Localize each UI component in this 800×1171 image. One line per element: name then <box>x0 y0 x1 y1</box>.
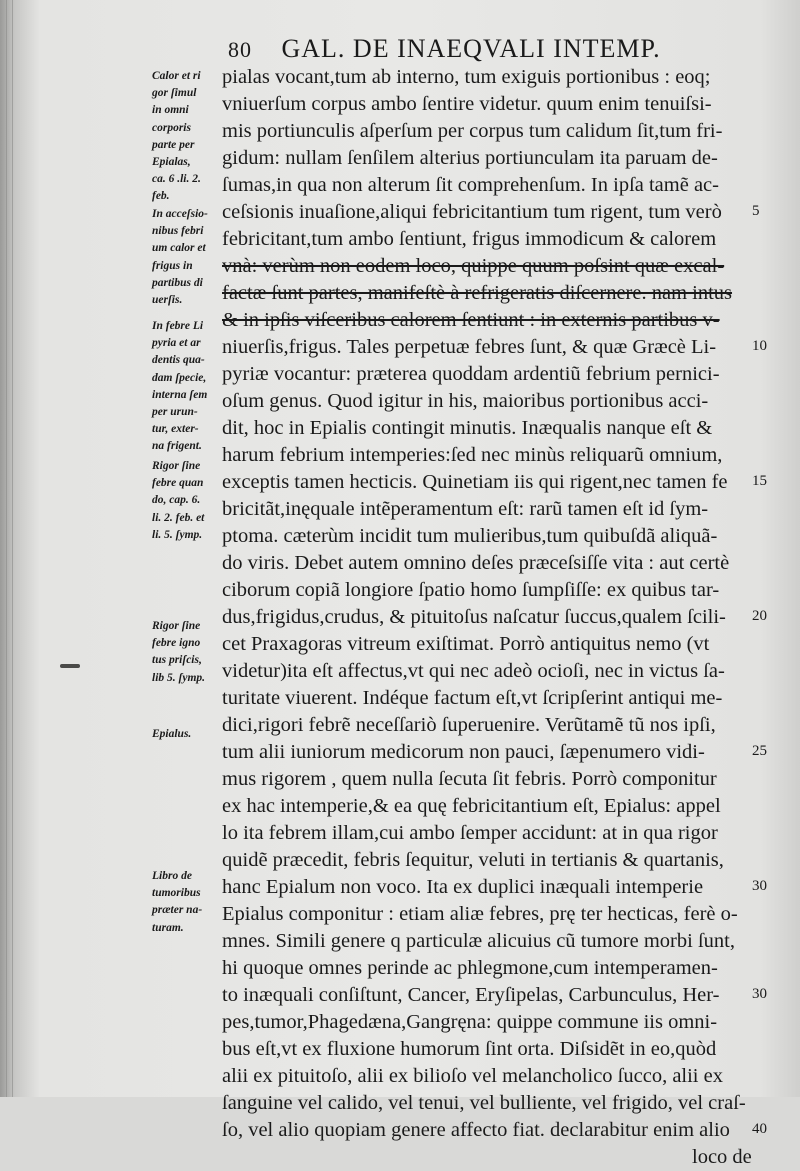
margin-note-line: tus priſcis, <box>152 654 202 667</box>
text-line: harum febrium intemperies:ſed nec minùs reliquarũ omnium, <box>222 444 723 466</box>
text-line: to inæquali conſiſtunt, Cancer, Eryſipelas, Carbunculus, Her- <box>222 984 720 1006</box>
line-number: 5 <box>752 203 760 219</box>
margin-note-line: præter na- <box>152 904 203 917</box>
running-title: GAL. DE INAEQVALI INTEMP. <box>281 34 661 63</box>
margin-note-line: parte per <box>152 138 195 151</box>
text-line: pes,tumor,Phagedæna,Gangręna: quippe commune iis omni- <box>222 1011 718 1033</box>
margin-note-line: pyria et ar <box>152 337 201 350</box>
text-line: ſo, vel alio quopiam genere affecto fiat. declarabitur enim alio <box>222 1119 730 1141</box>
text-line: bus eſt,vt ex fluxione humorum ſint orta. Diſsidẽt in eo,quòd <box>222 1038 717 1060</box>
running-header <box>228 34 768 64</box>
text-line: pialas vocant,tum ab interno, tum exiguis portionibus : eoq; <box>222 66 711 88</box>
margin-note <box>152 68 224 206</box>
text-line: loco de <box>692 1146 752 1168</box>
line-number: 40 <box>752 1121 767 1137</box>
margin-note-line: In acceſsio- <box>152 208 208 220</box>
margin-note <box>152 618 224 687</box>
text-line: vnà: verùm non eodem loco, quippe quum poſsint quæ excal- <box>222 255 725 277</box>
margin-note-line: Rigor ſine <box>152 460 201 472</box>
text-line: ciborum copiã longiore ſpatio homo ſumpſiſſe: ex quibus tar- <box>222 579 720 601</box>
text-line: oſum genus. Quod igitur in his, maioribus portionibus acci- <box>222 390 709 412</box>
text-line: ex hac intemperie,& ea quę febricitantium eſt, Epialus: appel <box>222 795 721 817</box>
margin-note <box>152 726 224 743</box>
margin-note-line: Epialas, <box>152 156 191 169</box>
margin-note-line: gor ſimul <box>152 87 197 100</box>
margin-note-line: turam. <box>152 921 184 934</box>
margin-note-line: li. 5. ſymp. <box>152 528 203 541</box>
margin-note-line: lib 5. ſymp. <box>152 671 206 684</box>
text-line: ptoma. cæterùm incidit tum mulieribus,tum quibuſdã aliquã- <box>222 525 718 547</box>
margin-note-line: dentis qua- <box>152 354 205 367</box>
margin-note-line: li. 2. feb. et <box>152 511 205 524</box>
margin-note-line: in omni <box>152 104 189 117</box>
text-line: mnes. Simili genere q particulæ alicuius cũ tumore morbi ſunt, <box>222 930 735 952</box>
text-line: exceptis tamen hecticis. Quinetiam iis qui rigent,nec tamen fe <box>222 471 728 493</box>
text-line: febricitant,tum ambo ſentiunt, frigus immodicum & calorem <box>222 228 717 250</box>
text-line: tum alii iuniorum medicorum non pauci, ſæpenumero vidi- <box>222 741 705 763</box>
margin-note <box>152 206 224 309</box>
text-line: pyriæ vocantur: præterea quoddam ardentiũ febrium pernici- <box>222 363 720 385</box>
margin-note <box>152 458 224 544</box>
margin-note-line: Epialus. <box>152 728 192 740</box>
ink-mark <box>60 664 80 668</box>
line-number: 15 <box>752 473 767 489</box>
line-number: 20 <box>752 608 767 624</box>
text-line: hi quoque omnes perinde ac phlegmone,cum intemperamen- <box>222 957 718 979</box>
text-line: videtur)ita eſt affectus,vt qui nec adeò ocioſi, nec in victus ſa- <box>222 660 725 682</box>
text-line: alii ex pituitoſo, alii ex bilioſo vel melancholico ſucco, alii ex <box>222 1065 723 1087</box>
text-line: ſumas,in qua non alterum ſit comprehenſum. In ipſa tamẽ ac- <box>222 174 719 196</box>
text-line: mis portiunculis aſperſum per corpus tum calidum ſit,tum fri- <box>222 120 723 142</box>
text-line: do viris. Debet autem omnino deſes præceſsiſſe vita : aut certè <box>222 552 730 574</box>
margin-note-line: febre igno <box>152 637 201 650</box>
text-line: vniuerſum corpus ambo ſentire videtur. quum enim tenuiſsi- <box>222 93 712 115</box>
margin-note-line: feb. <box>152 190 170 203</box>
text-line: dici,rigori febrẽ neceſſariò ſuperuenire. Verũtamẽ tũ nos ipſi, <box>222 714 716 736</box>
margin-note <box>152 318 224 456</box>
text-line: gidum: nullam ſenſilem alterius portiunculam ita paruam de- <box>222 147 718 169</box>
page-gutter-edge <box>12 0 13 1097</box>
margin-note-line: nibus febri <box>152 225 204 238</box>
margin-note-line: tumoribus <box>152 887 201 900</box>
margin-note-line: na frigent. <box>152 440 202 453</box>
text-line: mus rigorem , quem nulla ſecuta ſit febris. Porrò componitur <box>222 768 717 790</box>
margin-note-line: per urun- <box>152 406 198 419</box>
line-number: 10 <box>752 338 767 354</box>
line-number: 30 <box>752 878 767 894</box>
margin-note-line: Libro de <box>152 870 192 882</box>
text-line: quidẽ præcedit, febris ſequitur, veluti in tertianis & quartanis, <box>222 849 724 871</box>
text-line: ceſsionis inuaſione,aliqui febricitantium tum rigent, tum verò <box>222 201 722 223</box>
text-line: & in ipſis viſceribus calorem ſentiunt : in externis partibus v- <box>222 309 720 331</box>
text-line: dit, hoc in Epialis contingit minutis. Inæqualis nanque eſt & <box>222 417 713 439</box>
margin-note-line: In febre Li <box>152 320 204 332</box>
margin-note-line: ca. 6 .li. 2. <box>152 173 201 186</box>
text-line: lo ita febrem illam,cui ambo ſemper accidunt: at in qua rigor <box>222 822 718 844</box>
margin-note-line: um calor et <box>152 242 206 255</box>
margin-note <box>152 868 224 937</box>
page-number: 80 <box>228 37 252 62</box>
margin-note-line: partibus di <box>152 276 203 289</box>
margin-note-line: febre quan <box>152 477 204 490</box>
page-gutter-edge <box>6 0 7 1097</box>
text-line: cet Praxagoras vitreum exiſtimat. Porrò antiquitus nemo (vt <box>222 633 710 655</box>
line-number: 25 <box>752 743 767 759</box>
margin-note-line: frigus in <box>152 259 193 272</box>
text-line: Epialus componitur : etiam aliæ febres, prę ter hecticas, ferè o- <box>222 903 738 925</box>
text-line: turitate viuerent. Indéque factum eſt,vt ſcripſerint antiqui me- <box>222 687 723 709</box>
margin-note-line: do, cap. 6. <box>152 494 201 507</box>
margin-note-line: Calor et ri <box>152 70 201 82</box>
margin-note-line: tur, exter- <box>152 423 199 436</box>
text-line: bricitãt,inęquale intẽperamentum eſt: rarũ tamen eſt id ſym- <box>222 498 709 520</box>
margin-note-line: dam ſpecie, <box>152 371 207 384</box>
text-line: hanc Epialum non voco. Ita ex duplici inæquali intemperie <box>222 876 704 898</box>
text-line: ſanguine vel calido, vel tenui, vel bulliente, vel frigido, vel craſ- <box>222 1092 746 1114</box>
margin-note-line: Rigor ſine <box>152 620 201 632</box>
margin-note-line: uerſis. <box>152 294 183 307</box>
line-number: 30 <box>752 986 767 1002</box>
margin-note-line: interna ſem <box>152 388 208 401</box>
text-line: factæ ſunt partes, manifeſtè à refrigeratis diſcernere. nam intus <box>222 282 733 304</box>
text-line: dus,frigidus,crudus, & pituitoſus naſcatur ſuccus,qualem ſcili- <box>222 606 726 628</box>
text-line: niuerſis,frigus. Tales perpetuæ febres ſunt, & quæ Græcè Li- <box>222 336 717 358</box>
margin-note-line: corporis <box>152 121 191 134</box>
